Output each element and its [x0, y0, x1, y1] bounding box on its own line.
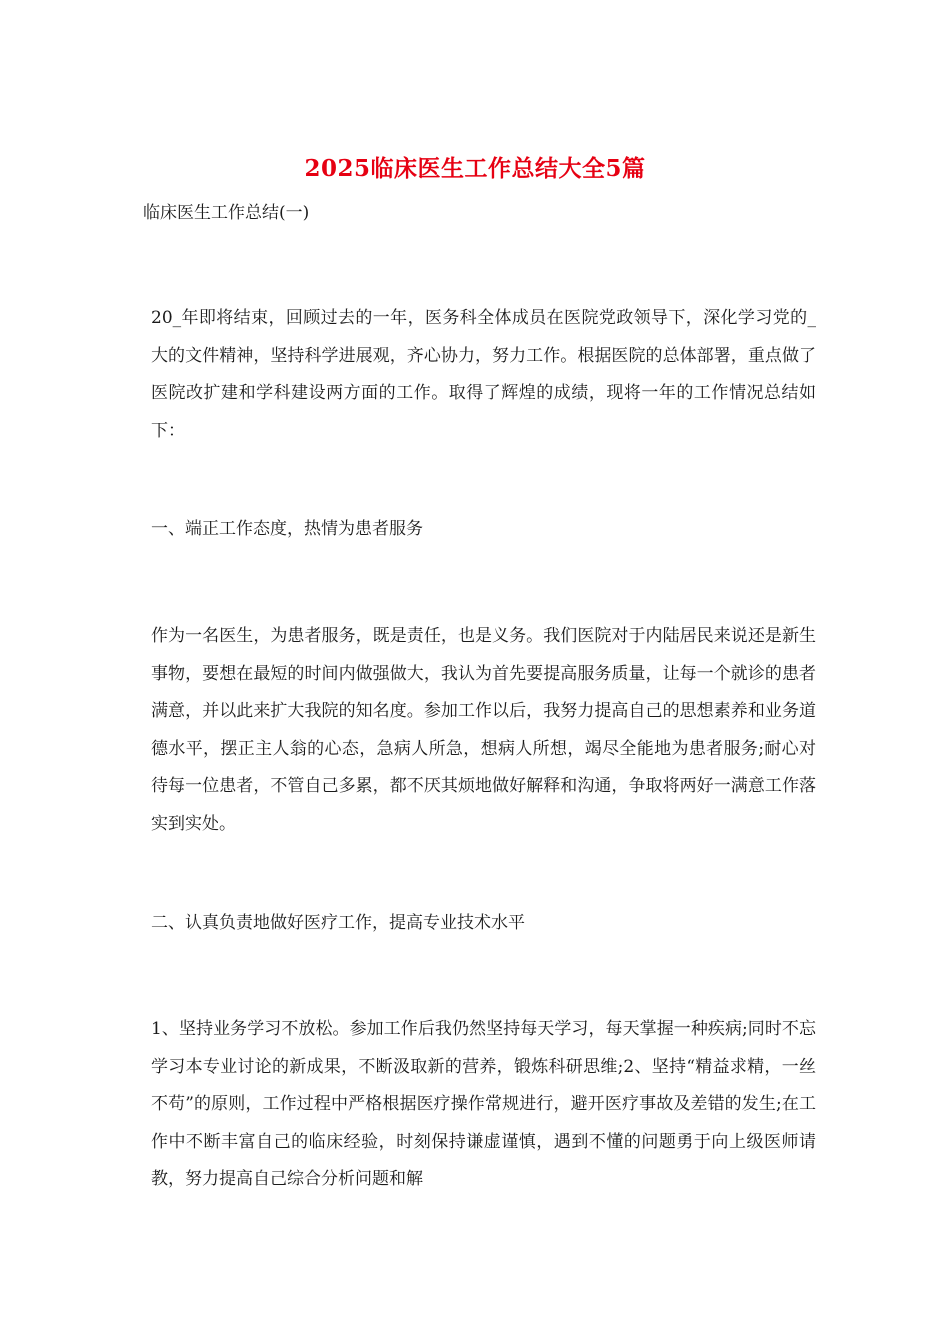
section-heading-1: 一、端正工作态度，热情为患者服务 — [151, 519, 423, 539]
paragraph-service: 作为一名医生，为患者服务，既是责任，也是义务。我们医院对于内陆居民来说还是新生事物，要想在最短的时间内做强做大，我认为首先要提高服务质量，让每一个就诊的患者满意，并以此来扩大我院的知名度。参加工作以后，我努力提高自己的思想素养和业务道德水平，摆正主人翁的心态，急病人所急，想病人所想，竭尽全能地为患者服务;耐心对待每一位患者，不管自己多累，都不厌其烦地做好解释和沟通，争取将两好一满意工作落实到实处。 — [151, 626, 816, 834]
section-heading-2: 二、认真负责地做好医疗工作，提高专业技术水平 — [151, 913, 525, 933]
paragraph-study: 1、坚持业务学习不放松。参加工作后我仍然坚持每天学习，每天掌握一种疾病;同时不忘学习本专业讨论的新成果，不断汲取新的营养，锻炼科研思维;2、坚持“精益求精，一丝不苟”的原则，工作过程中严格根据医疗操作常规进行，避开医疗事故及差错的发生;在工作中不断丰富自己的临床经验，时刻保持谦虚谨慎，遇到不懂的问题勇于向上级医师请教，努力提高自己综合分析问题和解 — [151, 1019, 816, 1189]
document-subtitle: 临床医生工作总结(一) — [143, 203, 310, 223]
document-title: 2025临床医生工作总结大全5篇 — [304, 155, 646, 182]
paragraph-intro: 20_年即将结束，回顾过去的一年，医务科全体成员在医院党政领导下，深化学习党的_大的文件精神，坚持科学进展观，齐心协力，努力工作。根据医院的总体部署，重点做了医院改扩建和学科建设两方面的工作。取得了辉煌的成绩，现将一年的工作情况总结如下： — [151, 308, 816, 441]
